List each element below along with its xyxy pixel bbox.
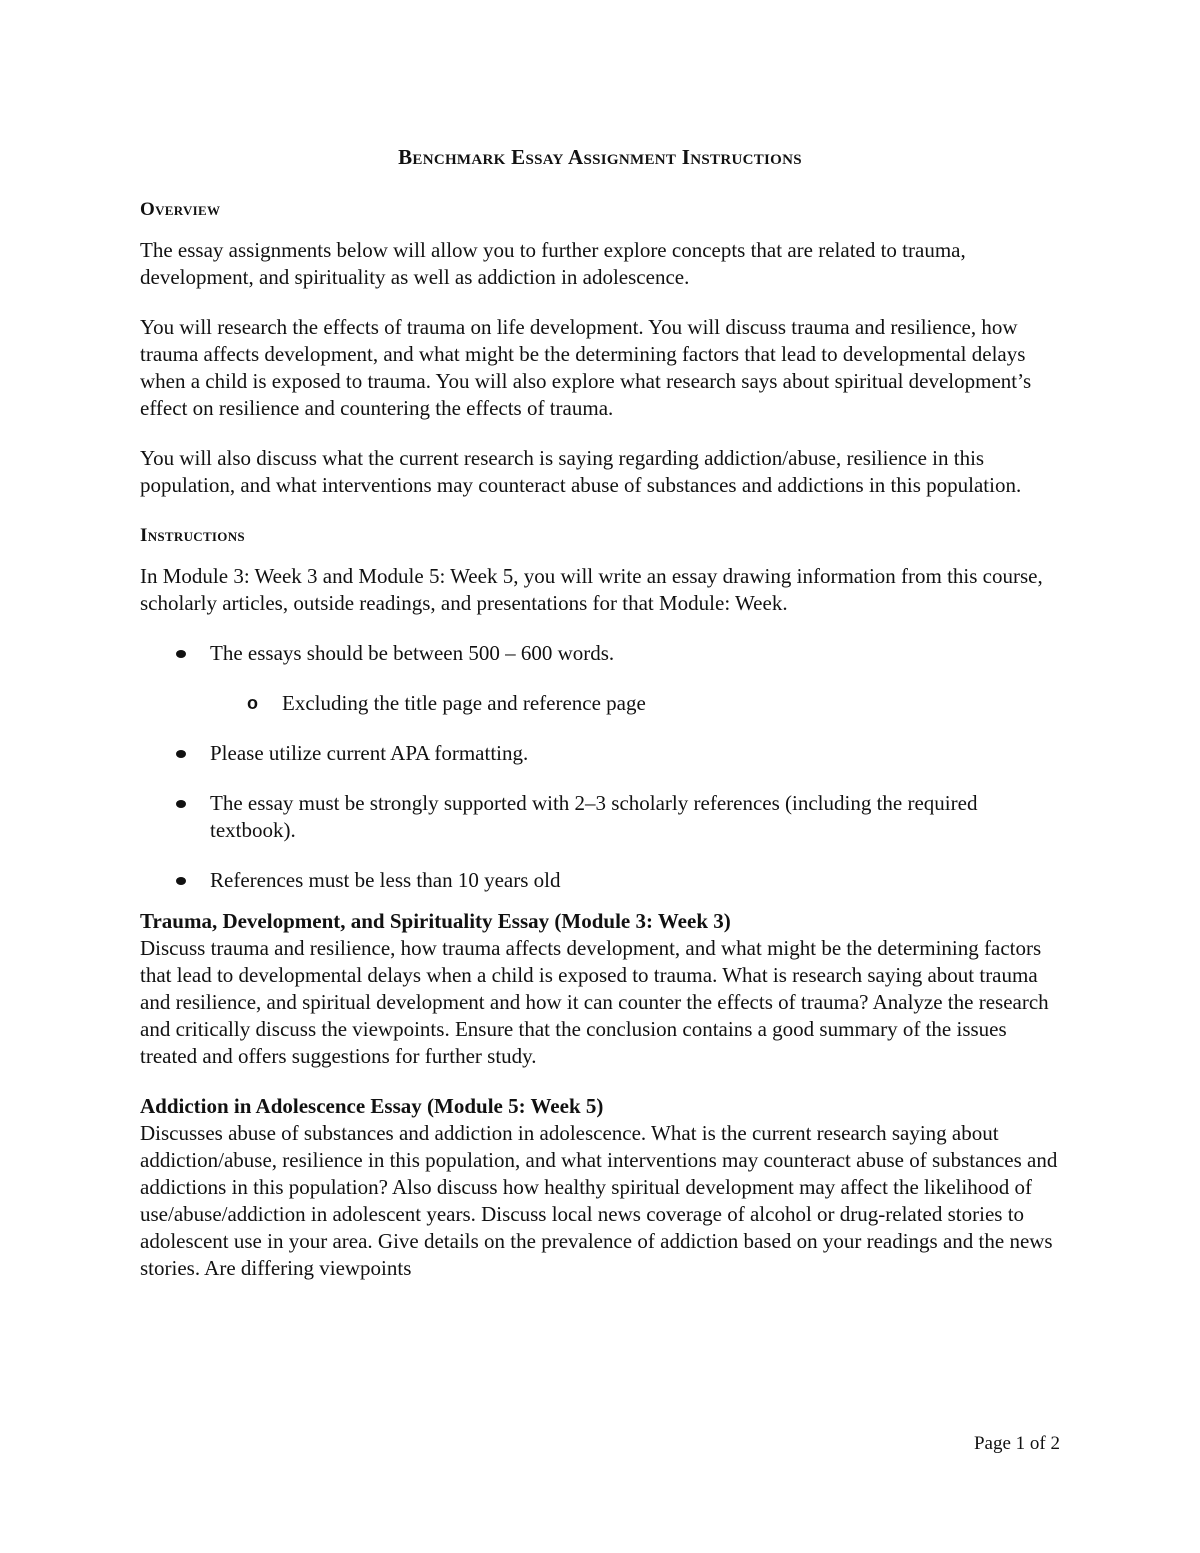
document-title: Benchmark Essay Assignment Instructions [398,145,802,169]
bullet-icon [176,650,186,658]
sub-list-item-text: Excluding the title page and reference page [282,691,646,715]
instructions-intro: In Module 3: Week 3 and Module 5: Week 5, you will write an essay drawing information from this course, scholarly articles, outside readings, and presentations for that Module: Week. [140,564,1043,615]
essay-heading: Addiction in Adolescence Essay (Module 5: Week 5) [140,1094,604,1118]
list-item-text: The essays should be between 500 – 600 words. [210,641,615,665]
essay-description: Discuss trauma and resilience, how trauma affects development, and what might be the determining factors that lead to developmental delays when a child is exposed to trauma. What is research saying about trauma and resilience, and spiritual development and how it can counter the effects of trauma? Analyze the research and critically discuss the viewpoints. Ensure that the conclusion contains a good summary of the issues treated and offers suggestions for further study. [140,936,1049,1068]
overview-paragraph: The essay assignments below will allow you to further explore concepts that are related to trauma, development, and spirituality as well as addiction in adolescence. [140,238,966,289]
bullet-icon [176,877,186,885]
essay-trauma-section [140,908,1065,1070]
document-content [140,196,1065,1305]
instructions-heading: Instructions [140,525,245,546]
sub-list-item [140,690,1065,717]
overview-paragraph: You will also discuss what the current research is saying regarding addiction/abuse, resilience in this population, and what interventions may counteract abuse of substances and addictions in this population. [140,446,1022,497]
list-item [140,790,1065,844]
list-item-text: References must be less than 10 years old [210,868,561,892]
bullet-icon [176,750,186,758]
essay-description: Discusses abuse of substances and addiction in adolescence. What is the current research saying about addiction/abuse, resilience in this population, and what interventions may counteract abuse of substances and addictions in this population? Also discuss how healthy spiritual development may affect the likelihood of use/abuse/addiction in adolescent years. Discuss local news coverage of alcohol or drug-related stories to adolescent use in your area. Give details on the prevalence of addiction based on your readings and the news stories. Are differing viewpoints [140,1121,1058,1280]
overview-paragraph: You will research the effects of trauma on life development. You will discuss trauma and resilience, how trauma affects development, and what might be the determining factors that lead to developmental delays when a child is exposed to trauma. You will also explore what research says about spiritual development’s effect on resilience and countering the effects of trauma. [140,315,1032,420]
bullet-icon [176,800,186,808]
list-item [140,640,1065,667]
page-number: Page 1 of 2 [973,1433,1060,1454]
list-item [140,740,1065,767]
instructions-list [140,640,1065,894]
list-item [140,867,1065,894]
list-item-text: Please utilize current APA formatting. [210,741,529,765]
list-item-text: The essay must be strongly supported with 2–3 scholarly references (including the required textbook). [210,791,978,842]
essay-heading: Trauma, Development, and Spirituality Essay (Module 3: Week 3) [140,909,731,933]
essay-addiction-section [140,1093,1065,1282]
sub-bullet-icon: o [247,693,258,713]
overview-heading: Overview [140,199,221,220]
